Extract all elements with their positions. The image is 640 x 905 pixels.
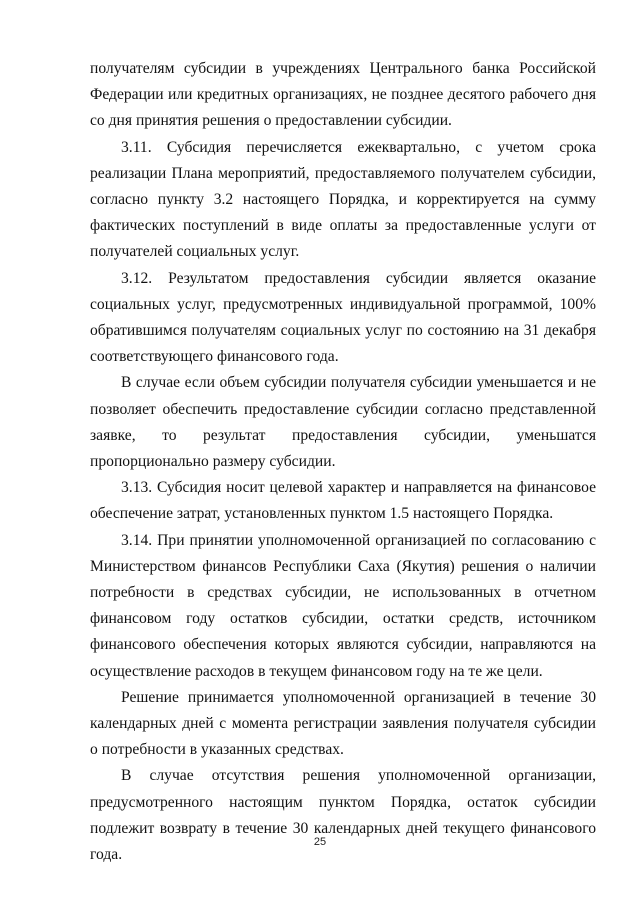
- paragraph-3-12: 3.12. Результатом предоставления субсидии является оказание социальных услуг, предусмотренных индивидуальной программой, 100% обратившимся получателям социальных услуг по состоянию на 31 декабря соответствующего финансового года.: [90, 269, 596, 366]
- paragraph-remaining-return: В случае отсутствия решения уполномоченной организации, предусмотренного настоящим пунктом Порядка, остаток субсидии подлежит возврату в течение 30 календарных дней текущего финансового года.: [90, 767, 596, 864]
- page-number: 25: [313, 836, 327, 848]
- paragraph-decision-term: Решение принимается уполномоченной организацией в течение 30 календарных дней с момента регистрации заявления получателя субсидии о потребности в указанных средствах.: [90, 688, 596, 759]
- paragraph-continuation: получателям субсидии в учреждениях Центрального банка Российской Федерации или кредитных организациях, не позднее десятого рабочего дня со дня принятия решения о предоставлении субсидии.: [90, 60, 596, 130]
- document-body: [90, 56, 596, 868]
- paragraph-3-14: 3.14. При принятии уполномоченной организацией по согласованию с Министерством финансов Республики Саха (Якутия) решения о наличии потребности в средствах субсидии, не использованных в отчетном финансовом году остатков субсидии, остатки средств, источником финансового обеспечения которых являются субсидии, направляются на осуществление расходов в текущем финансовом году на те же цели.: [90, 531, 596, 680]
- paragraph-3-13: 3.13. Субсидия носит целевой характер и направляется на финансовое обеспечение затрат, установленных пунктом 1.5 настоящего Порядка.: [90, 479, 596, 523]
- paragraph-3-11: 3.11. Субсидия перечисляется ежеквартально, с учетом срока реализации Плана мероприятий, предоставляемого получателем субсидии, согласно пункту 3.2 настоящего Порядка, и корректируется на сумму фактических поступлений в виде оплаты за предоставленные услуги от получателей социальных услуг.: [90, 138, 596, 261]
- paragraph-subsidy-reduction: В случае если объем субсидии получателя субсидии уменьшается и не позволяет обеспечить предоставление субсидии согласно представленной заявке, то результат предоставления субсидии, уменьшатся пропорционально размеру субсидии.: [90, 374, 596, 471]
